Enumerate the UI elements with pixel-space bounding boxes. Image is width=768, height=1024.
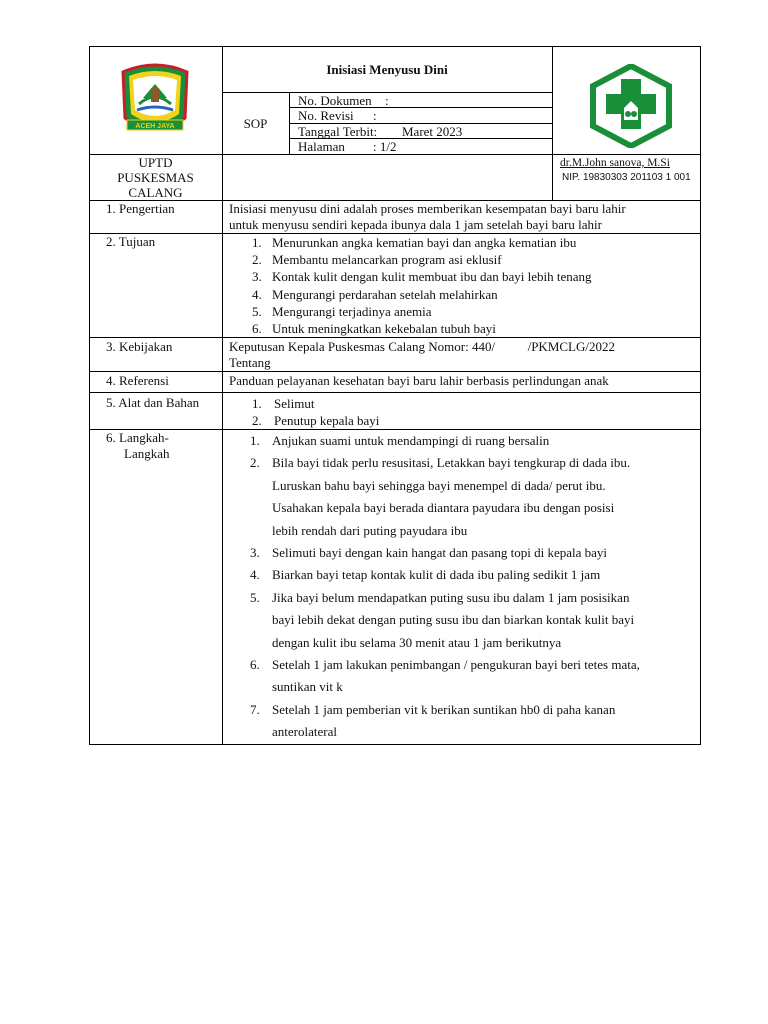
doc-field-label: Tanggal Terbit: — [298, 124, 378, 139]
paragraph-line: Tentang — [229, 355, 271, 370]
section-label-pengertian: 1. Pengertian — [106, 201, 175, 216]
section-content-referensi: Panduan pelayanan kesehatan bayi baru lahir berbasis perlindungan anak — [229, 373, 609, 388]
list-item: 2. Penutup kepala bayi — [252, 413, 380, 428]
section-label-langkah: 6. Langkah- Langkah — [106, 430, 170, 461]
section-label-kebijakan: 3. Kebijakan — [106, 339, 173, 354]
list-item: 2. Membantu melancarkan program asi eklusif — [252, 252, 502, 268]
grid-line — [222, 46, 223, 745]
grid-line — [89, 371, 701, 372]
page-title: Inisiasi Menyusu Dini — [326, 62, 448, 77]
paragraph-line: Keputusan Kepala Puskesmas Calang Nomor: 440/ /PKMCLG/2022 — [229, 339, 615, 354]
list-item: 1. Selimut — [252, 396, 315, 411]
org-name-line: UPTD — [138, 155, 173, 170]
doc-field-value: : 1/2 — [373, 139, 397, 154]
step-item: 1. Anjukan suami untuk mendampingi di ruang bersalin — [250, 433, 550, 448]
section-list-alat-bahan — [252, 395, 379, 429]
doc-field-value: : — [373, 108, 377, 123]
org-name — [89, 155, 222, 200]
section-content-kebijakan — [229, 339, 615, 371]
doc-field-label: No. Dokumen — [298, 93, 372, 108]
step-item: 7. Setelah 1 jam pemberian vit k berikan suntikan hb0 di paha kanan anterolateral — [250, 701, 616, 740]
aceh-jaya-logo — [117, 60, 193, 142]
list-item: 5. Mengurangi terjadinya anemia — [252, 303, 432, 319]
puskesmas-logo — [588, 64, 674, 148]
logo-banner-text: ACEH JAYA — [135, 123, 175, 130]
org-name-line: CALANG — [128, 185, 183, 200]
section-content-pengertian — [229, 201, 626, 233]
step-item: 6. Setelah 1 jam lakukan penimbangan / pengukuran bayi beri tetes mata, suntikan vit k — [250, 657, 640, 695]
list-item: 4. Mengurangi perdarahan setelah melahirkan — [252, 286, 498, 302]
grid-line — [89, 392, 701, 393]
step-item: 3. Selimuti bayi dengan kain hangat dan pasang topi di kepala bayi — [250, 545, 608, 561]
paragraph-line: Inisiasi menyusu dini adalah proses memberikan kesempatan bayi baru lahir — [229, 201, 626, 216]
list-item: 1. Menurunkan angka kematian bayi dan angka kematian ibu — [252, 235, 577, 250]
doc-field-label: Halaman — [298, 139, 345, 154]
step-item: 4. Biarkan bayi tetap kontak kulit di dada ibu paling sedikit 1 jam — [250, 567, 601, 583]
list-item: 3. Kontak kulit dengan kulit membuat ibu dan bayi lebih tenang — [252, 269, 592, 285]
section-label-referensi: 4. Referensi — [106, 373, 169, 388]
sop-label: SOP — [243, 116, 268, 131]
doc-field-value: : — [385, 93, 389, 108]
step-item: 2. Bila bayi tidak perlu resusitasi, Letakkan bayi tengkurap di dada ibu. Luruskan bahu bayi sehingga bayi menempel di dada/ perut ibu. Usahakan kepala bayi berada diantara payudara ibu dengan posisi lebih rendah dari puting payudara ibu — [250, 455, 631, 538]
org-name-line: PUSKESMAS — [117, 170, 194, 185]
section-label-alat-bahan: 5. Alat dan Bahan — [106, 395, 200, 410]
signatory-nip: NIP. 19830303 201103 1 001 — [562, 172, 691, 183]
step-item: 5. Jika bayi belum mendapatkan puting susu ibu dalam 1 jam posisikan bayi lebih dekat dengan puting susu ibu dan biarkan kontak kulit bayi dengan kulit ibu selama 30 menit atau 1 jam berikutnya — [250, 589, 635, 650]
paragraph-line: untuk menyusu sendiri kepada ibunya dala 1 jam setelah bayi baru lahir — [229, 217, 602, 232]
section-label-tujuan: 2. Tujuan — [106, 234, 156, 249]
doc-field-label: No. Revisi — [298, 108, 354, 123]
list-item: 6. Untuk meningkatkan kekebalan tubuh bayi — [252, 321, 496, 337]
section-list-tujuan — [252, 234, 592, 337]
section-steps-langkah — [250, 430, 640, 744]
signatory-name: dr.M.John sanova, M.Si — [560, 157, 670, 169]
doc-field-value: Maret 2023 — [402, 124, 463, 139]
grid-line — [552, 46, 553, 201]
